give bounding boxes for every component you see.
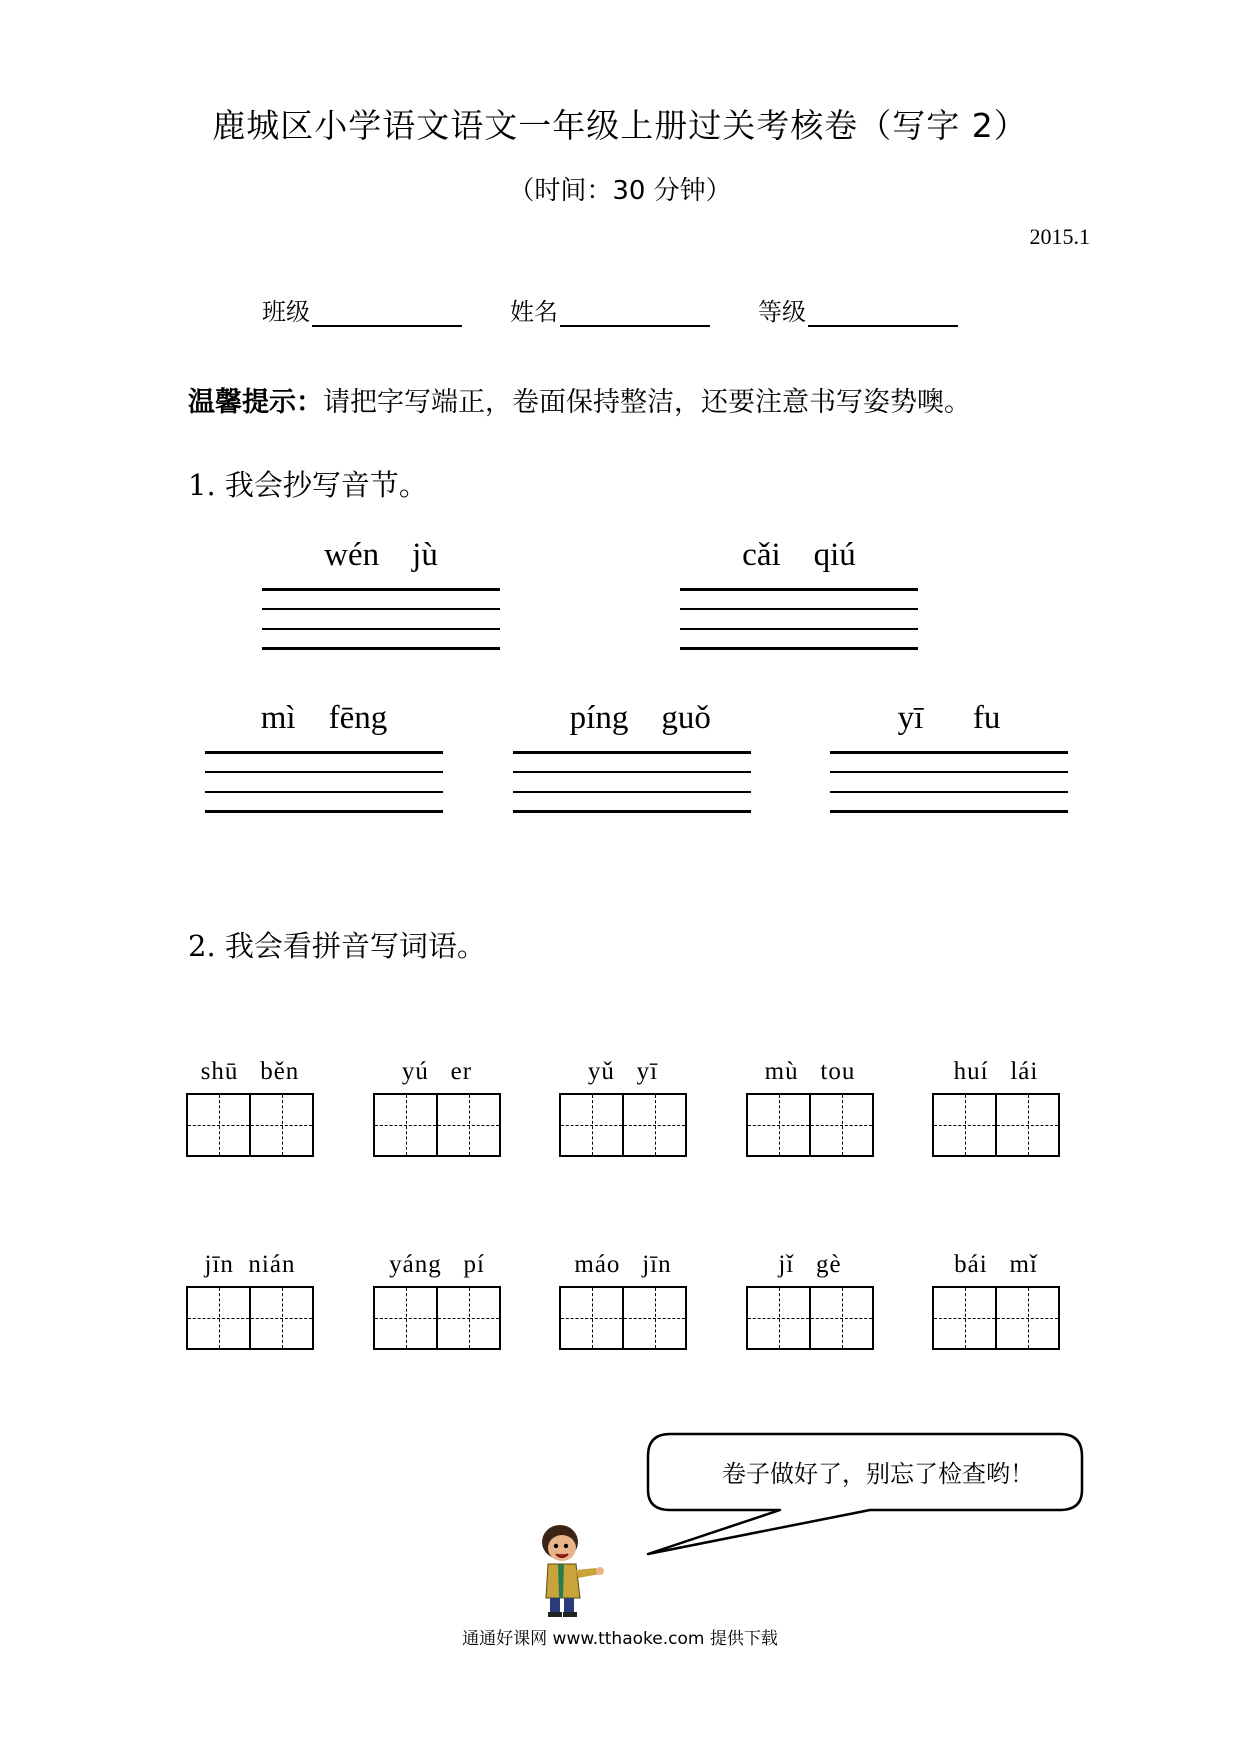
copy-item-4-pinyin (513, 700, 751, 737)
tian-grid-5[interactable] (932, 1093, 1060, 1157)
tip-text: 请把字写端正，卷面保持整洁，还要注意书写姿势噢。 (323, 387, 971, 418)
speech-bubble (640, 1430, 1090, 1560)
copy-item-3-lines[interactable] (205, 751, 443, 813)
word-2-pinyin: yú er (401, 1058, 473, 1085)
copy-item-3-pinyin (205, 700, 443, 737)
pinyin-syllable: píng (569, 700, 629, 736)
footer-credit: 通通好课网 www.tthaoke.com 提供下载 (462, 1629, 778, 1649)
tian-grid-1[interactable] (186, 1093, 314, 1157)
tip (188, 380, 971, 419)
class-label: 班级 (262, 298, 310, 326)
section2-title: 2. 我会看拼音写词语。 (188, 929, 486, 963)
pinyin-syllable: fu (972, 700, 1001, 736)
word-7-pinyin: yáng pí (389, 1251, 485, 1278)
copy-item-1-lines[interactable] (262, 588, 500, 650)
word-5-pinyin: huí lái (953, 1058, 1039, 1085)
time-limit: （时间：30 分钟） (508, 176, 732, 206)
exam-date: 2015.1 (1029, 224, 1090, 249)
word-10-pinyin: bái mǐ (954, 1251, 1038, 1278)
copy-item-2-lines[interactable] (680, 588, 918, 650)
tian-grid-8[interactable] (559, 1286, 687, 1350)
cartoon-boy-icon (530, 1520, 620, 1620)
grade-field[interactable] (758, 292, 958, 327)
tian-grid-3[interactable] (559, 1093, 687, 1157)
word-4-pinyin: mù tou (764, 1058, 856, 1085)
word-6-pinyin: jīn nián (204, 1251, 296, 1278)
name-label: 姓名 (510, 298, 558, 326)
tian-grid-6[interactable] (186, 1286, 314, 1350)
pinyin-syllable: qiú (813, 537, 856, 573)
tip-heading: 温馨提示： (188, 387, 323, 418)
grade-blank[interactable] (808, 297, 958, 327)
pinyin-syllable: fēng (328, 700, 388, 736)
word-8-pinyin: máo jīn (574, 1251, 672, 1278)
class-field[interactable] (262, 292, 462, 327)
tian-grid-4[interactable] (746, 1093, 874, 1157)
pinyin-syllable: mì (260, 700, 296, 736)
tian-grid-2[interactable] (373, 1093, 501, 1157)
tian-grid-9[interactable] (746, 1286, 874, 1350)
copy-item-4-lines[interactable] (513, 751, 751, 813)
section1-title: 1. 我会抄写音节。 (188, 468, 428, 502)
bubble-text: 卷子做好了，别忘了检查哟！ (722, 1460, 1034, 1488)
copy-item-1-pinyin (262, 537, 500, 574)
pinyin-syllable: wén (324, 537, 380, 573)
pinyin-syllable: cǎi (742, 537, 781, 573)
word-3-pinyin: yǔ yī (587, 1058, 659, 1085)
grade-label: 等级 (758, 298, 806, 326)
word-9-pinyin: jǐ gè (778, 1251, 842, 1278)
copy-item-5-lines[interactable] (830, 751, 1068, 813)
copy-item-5-pinyin (830, 700, 1068, 737)
pinyin-syllable: jù (412, 537, 438, 573)
name-blank[interactable] (560, 297, 710, 327)
copy-item-2-pinyin (680, 537, 918, 574)
pinyin-syllable: guǒ (661, 700, 711, 736)
tian-grid-10[interactable] (932, 1286, 1060, 1350)
pinyin-syllable: yī (897, 700, 924, 736)
name-field[interactable] (510, 292, 710, 327)
page-title: 鹿城区小学语文语文一年级上册过关考核卷（写字 2） (212, 106, 1028, 145)
word-1-pinyin: shū běn (200, 1058, 300, 1085)
class-blank[interactable] (312, 297, 462, 327)
tian-grid-7[interactable] (373, 1286, 501, 1350)
